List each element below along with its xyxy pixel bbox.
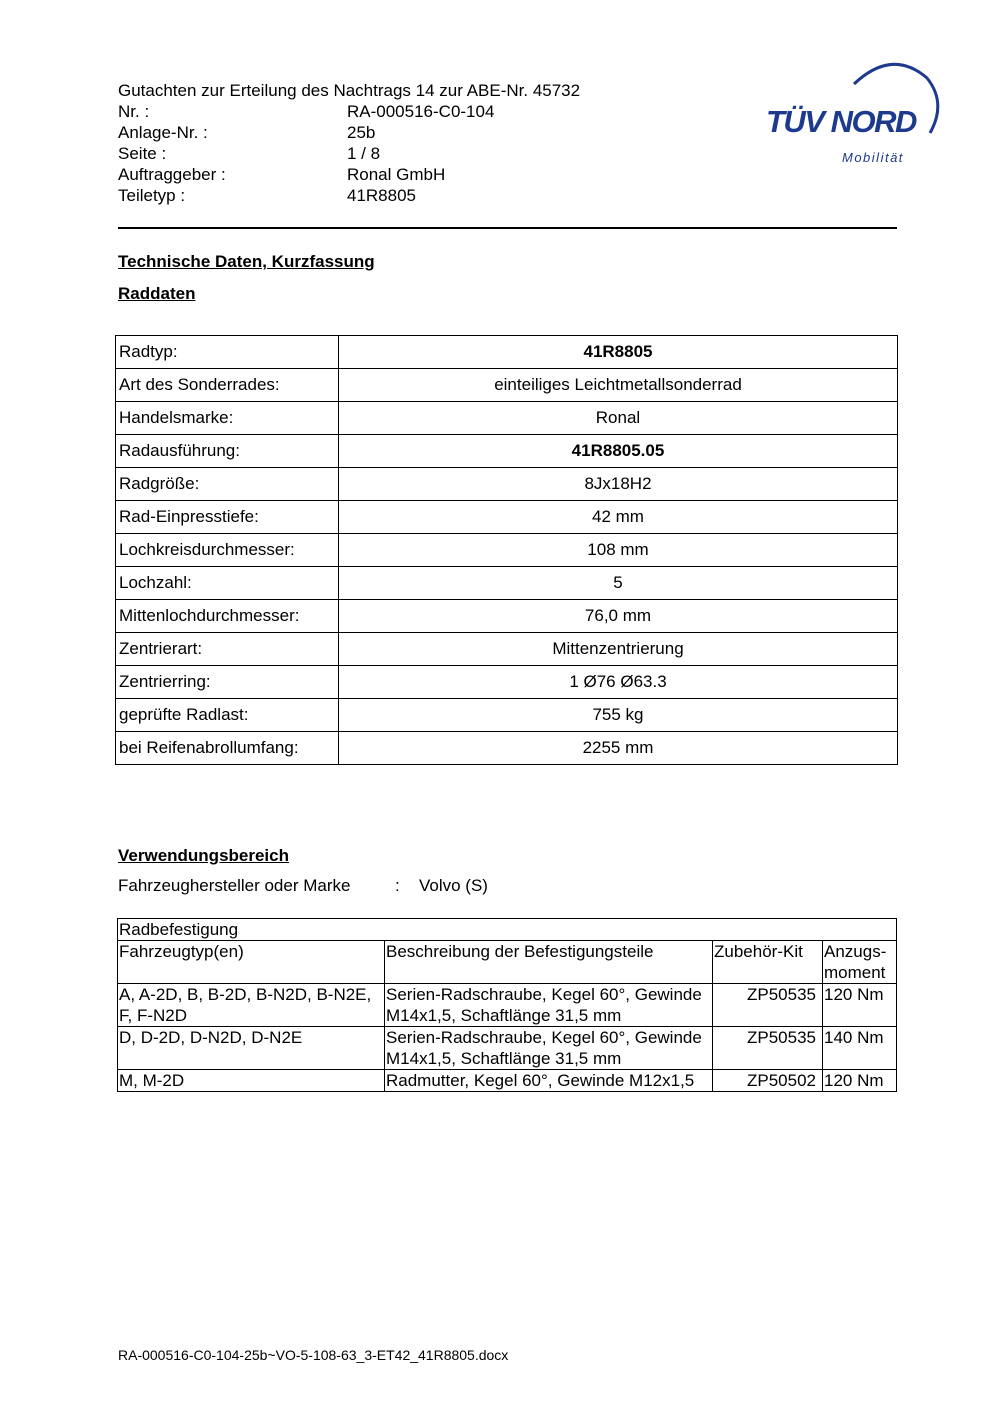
header-field-label: Seite : xyxy=(118,144,167,163)
wheel-data-value: 41R8805 xyxy=(339,336,898,369)
wheel-data-value: 755 kg xyxy=(339,699,898,732)
wheel-data-label: geprüfte Radlast: xyxy=(116,699,339,732)
section-title: Technische Daten, Kurzfassung xyxy=(118,252,375,271)
vehicle-maker-row xyxy=(118,876,488,896)
vehicle-types-cell: A, A-2D, B, B-2D, B-N2D, B-N2E, F, F-N2D xyxy=(118,984,385,1027)
wheel-data-value: 76,0 mm xyxy=(339,600,898,633)
header-field-label: Nr. : xyxy=(118,102,150,121)
header-field-value: 25b xyxy=(347,123,376,142)
wheel-data-value: 41R8805.05 xyxy=(339,435,898,468)
mounting-caption: Radbefestigung xyxy=(118,919,897,941)
torque-cell: 140 Nm xyxy=(823,1027,897,1070)
document-header xyxy=(118,80,758,206)
tuv-nord-logo xyxy=(762,58,942,170)
header-field-label: Teiletyp : xyxy=(118,186,186,205)
header-field xyxy=(118,164,758,185)
wheel-data-label: Radgröße: xyxy=(116,468,339,501)
logo-brand: TÜV NORD xyxy=(766,104,916,139)
fastener-description-cell: Serien-Radschraube, Kegel 60°, Gewinde M14x1,5, Schaftlänge 31,5 mm xyxy=(385,984,713,1027)
wheel-data-value: 1 Ø76 Ø63.3 xyxy=(339,666,898,699)
wheel-data-row xyxy=(116,600,898,633)
wheel-data-row xyxy=(116,468,898,501)
wheel-data-row xyxy=(116,501,898,534)
header-divider xyxy=(118,227,897,229)
column-header: Fahrzeugtyp(en) xyxy=(118,941,385,984)
footer-filename: RA-000516-C0-104-25b~VO-5-108-63_3-ET42_41R8805.docx xyxy=(118,1347,509,1363)
wheel-data-value: 42 mm xyxy=(339,501,898,534)
header-field-label: Anlage-Nr. : xyxy=(118,123,208,142)
mounting-caption-row xyxy=(118,919,897,941)
mounting-row xyxy=(118,984,897,1027)
fastener-description-cell: Radmutter, Kegel 60°, Gewinde M12x1,5 xyxy=(385,1070,713,1092)
wheel-data-label: bei Reifenabrollumfang: xyxy=(116,732,339,765)
mounting-row xyxy=(118,1027,897,1070)
header-field-label: Auftraggeber : xyxy=(118,165,226,184)
fastener-description-cell: Serien-Radschraube, Kegel 60°, Gewinde M14x1,5, Schaftlänge 31,5 mm xyxy=(385,1027,713,1070)
wheel-data-row xyxy=(116,534,898,567)
maker-separator: : xyxy=(395,876,400,895)
column-header: Zubehör-Kit xyxy=(713,941,823,984)
header-field xyxy=(118,185,758,206)
torque-cell: 120 Nm xyxy=(823,1070,897,1092)
wheel-data-row xyxy=(116,402,898,435)
header-field-value: 1 / 8 xyxy=(347,144,381,163)
wheel-data-label: Rad-Einpresstiefe: xyxy=(116,501,339,534)
wheel-data-row xyxy=(116,633,898,666)
wheel-data-table xyxy=(115,335,898,765)
wheel-data-value: Ronal xyxy=(339,402,898,435)
logo-subtitle: Mobilität xyxy=(842,150,904,165)
wheel-data-label: Zentrierring: xyxy=(116,666,339,699)
mounting-header-row xyxy=(118,941,897,984)
header-field xyxy=(118,101,758,122)
wheel-data-row xyxy=(116,435,898,468)
column-header: Beschreibung der Befestigungsteile xyxy=(385,941,713,984)
accessory-kit-cell: ZP50535 xyxy=(713,984,823,1027)
column-header: Anzugs-moment xyxy=(823,941,897,984)
wheel-data-row xyxy=(116,666,898,699)
wheel-data-label: Lochzahl: xyxy=(116,567,339,600)
wheel-data-label: Radtyp: xyxy=(116,336,339,369)
wheel-data-row xyxy=(116,567,898,600)
header-field-value: 41R8805 xyxy=(347,186,417,205)
wheel-data-label: Mittenlochdurchmesser: xyxy=(116,600,339,633)
wheel-data-label: Handelsmarke: xyxy=(116,402,339,435)
maker-label: Fahrzeughersteller oder Marke xyxy=(118,876,351,895)
accessory-kit-cell: ZP50535 xyxy=(713,1027,823,1070)
wheel-data-label: Lochkreisdurchmesser: xyxy=(116,534,339,567)
wheel-data-value: einteiliges Leichtmetallsonderrad xyxy=(339,369,898,402)
header-field-value: RA-000516-C0-104 xyxy=(347,102,495,121)
wheel-data-label: Art des Sonderrades: xyxy=(116,369,339,402)
wheel-data-value: 5 xyxy=(339,567,898,600)
vehicle-types-cell: D, D-2D, D-N2D, D-N2E xyxy=(118,1027,385,1070)
vehicle-types-cell: M, M-2D xyxy=(118,1070,385,1092)
wheel-data-row xyxy=(116,699,898,732)
header-title: Gutachten zur Erteilung des Nachtrags 14 zur ABE-Nr. 45732 xyxy=(118,81,581,100)
wheel-data-row xyxy=(116,732,898,765)
wheel-data-value: 108 mm xyxy=(339,534,898,567)
wheel-data-label: Radausführung: xyxy=(116,435,339,468)
wheel-data-row xyxy=(116,336,898,369)
header-field xyxy=(118,122,758,143)
maker-value: Volvo (S) xyxy=(419,876,488,895)
mounting-table xyxy=(117,918,897,1092)
header-field-value: Ronal GmbH xyxy=(347,165,446,184)
wheel-data-row xyxy=(116,369,898,402)
wheel-data-value: 2255 mm xyxy=(339,732,898,765)
header-field xyxy=(118,143,758,164)
mounting-row xyxy=(118,1070,897,1092)
usage-section-title: Verwendungsbereich xyxy=(118,846,289,865)
wheel-data-value: 8Jx18H2 xyxy=(339,468,898,501)
wheel-data-value: Mittenzentrierung xyxy=(339,633,898,666)
section-subtitle: Raddaten xyxy=(118,284,196,303)
accessory-kit-cell: ZP50502 xyxy=(713,1070,823,1092)
torque-cell: 120 Nm xyxy=(823,984,897,1027)
wheel-data-label: Zentrierart: xyxy=(116,633,339,666)
